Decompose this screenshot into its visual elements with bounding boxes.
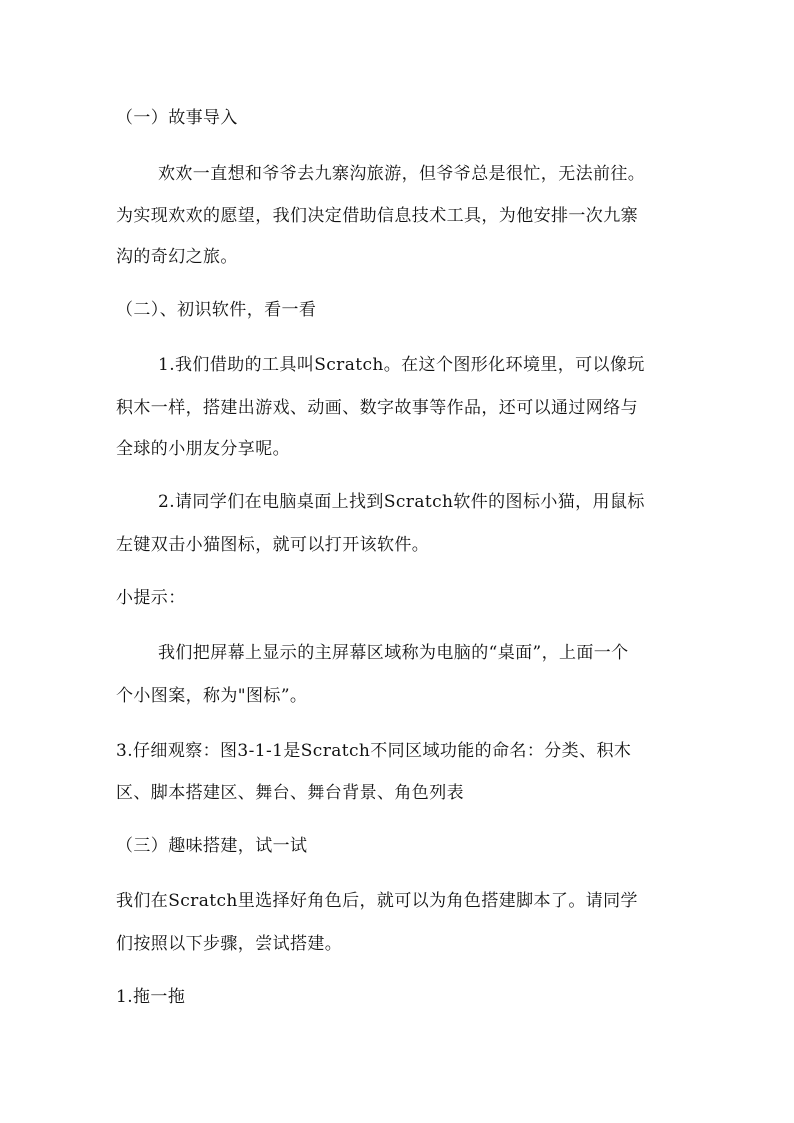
tip-line-1: 我们把屏幕上显示的主屏幕区域称为电脑的“桌面”，上面一个 [158,643,629,663]
item2-line-2: 左键双击小猫图标，就可以打开该软件。 [116,535,430,555]
item2-line-1: 2.请同学们在电脑桌面上找到Scratch软件的图标小猫，用鼠标 [158,492,645,512]
item3-line-2: 区、脚本搭建区、舞台、舞台背景、角色列表 [116,783,464,803]
section1-para-line-2: 为实现欢欢的愿望，我们决定借助信息技术工具，为他安排一次九寨 [116,206,638,226]
section3-para-line-1: 我们在Scratch里选择好角色后，就可以为角色搭建脚本了。请同学 [116,891,638,911]
section3-para-line-2: 们按照以下步骤，尝试搭建。 [116,934,343,954]
item1-line-3: 全球的小朋友分享呢。 [116,439,290,459]
item1-line-2: 积木一样，搭建出游戏、动画、数字故事等作品，还可以通过网络与 [116,398,638,418]
item1-line-1: 1.我们借助的工具叫Scratch。在这个图形化环境里，可以像玩 [158,355,645,375]
section1-heading: （一）故事导入 [116,108,238,128]
section3-heading: （三）趣味搭建，试一试 [116,836,308,856]
step1-label: 1.拖一拖 [116,987,186,1007]
item3-line-1: 3.仔细观察：图3-1-1是Scratch不同区域功能的命名：分类、积木 [116,741,632,761]
tip-line-2: 个小图案，称为"图标”。 [116,686,308,706]
section1-para-line-1: 欢欢一直想和爷爷去九寨沟旅游，但爷爷总是很忙，无法前往。 [158,164,646,184]
section1-para-line-3: 沟的奇幻之旅。 [116,247,238,267]
tip-label: 小提示： [116,588,186,608]
section2-heading: （二）、初识软件，看一看 [116,300,317,320]
